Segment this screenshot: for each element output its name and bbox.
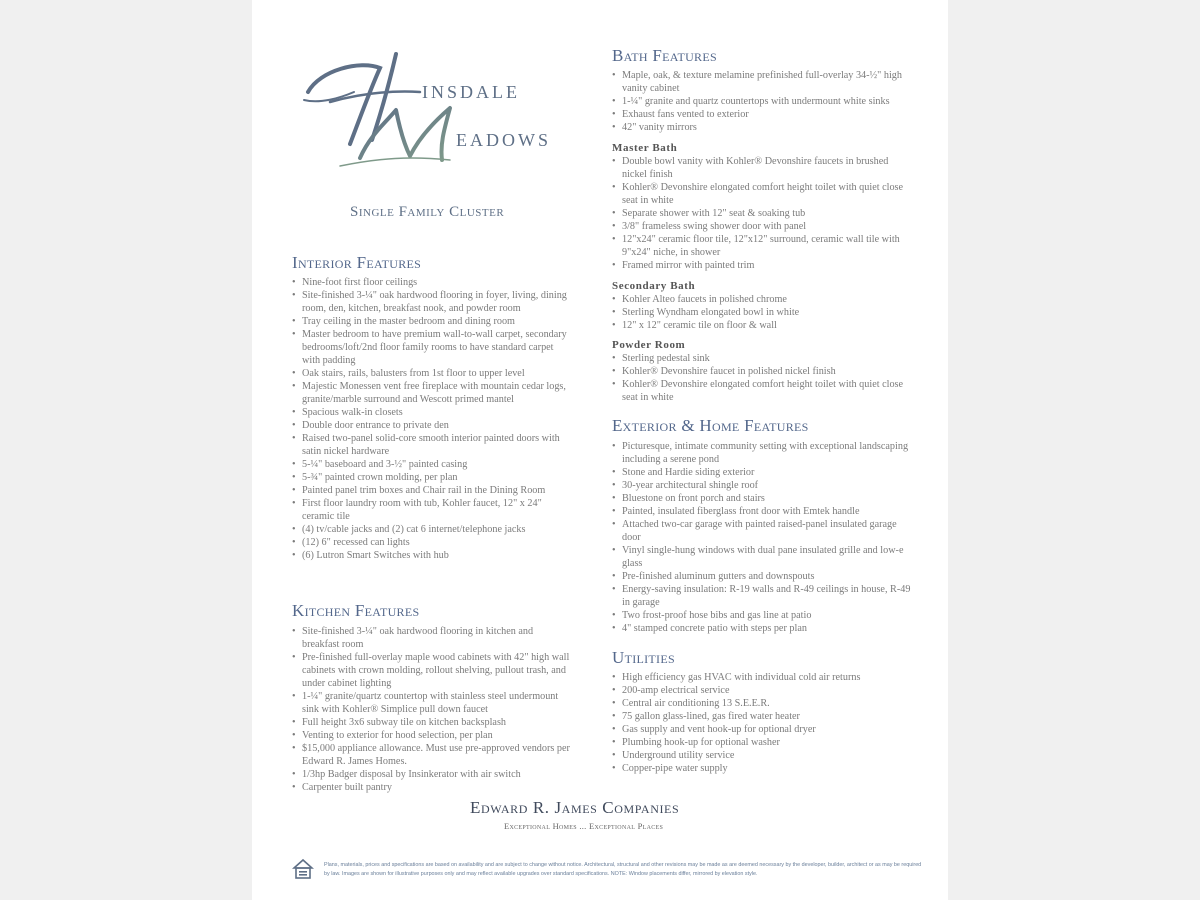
list-item: • 1/3hp Badger disposal by Insinkerator with air switch xyxy=(292,768,572,781)
list-item: • (6) Lutron Smart Switches with hub xyxy=(292,549,572,562)
list-item: • 5-¼" baseboard and 3-½" painted casing xyxy=(292,458,572,471)
list-item: • Two frost-proof hose bibs and gas line at patio xyxy=(612,609,912,622)
interior-features-heading: Interior Features xyxy=(292,253,422,272)
list-item: • Full height 3x6 subway tile on kitchen backsplash xyxy=(292,716,572,729)
spec-sheet-page xyxy=(252,0,948,900)
company-tagline: Exceptional Homes ... Exceptional Places xyxy=(504,821,664,831)
equal-housing-opportunity-icon xyxy=(292,858,314,880)
list-item: • Master bedroom to have premium wall-to-wall carpet, secondary bedrooms/loft/2nd floor family rooms to have standard carpet with padding xyxy=(292,328,572,367)
list-item: • Kohler Alteo faucets in polished chrome xyxy=(612,293,912,306)
list-item: • Maple, oak, & texture melamine prefinished full-overlay 34-½" high vanity cabinet xyxy=(612,69,912,95)
exterior-features-heading: Exterior & Home Features xyxy=(612,416,809,435)
list-item: • 3/8" frameless swing shower door with panel xyxy=(612,220,912,233)
kitchen-features-heading: Kitchen Features xyxy=(292,601,420,620)
powder-room-heading: Powder Room xyxy=(612,339,686,351)
utilities-list xyxy=(612,671,912,775)
list-item: • Gas supply and vent hook-up for optional dryer xyxy=(612,723,912,736)
logo-monogram xyxy=(300,40,600,170)
list-item: • Plumbing hook-up for optional washer xyxy=(612,736,912,749)
master-bath-heading: Master Bath xyxy=(612,142,678,154)
list-item: • Double bowl vanity with Kohler® Devonshire faucets in brushed nickel finish xyxy=(612,155,912,181)
list-item: • Copper-pipe water supply xyxy=(612,762,912,775)
list-item: • Majestic Monessen vent free fireplace with mountain cedar logs, granite/marble surround and Wescott primed mantel xyxy=(292,380,572,406)
list-item: • Site-finished 3-¼" oak hardwood flooring in foyer, living, dining room, den, kitchen, breakfast nook, and powder room xyxy=(292,289,572,315)
list-item: • First floor laundry room with tub, Kohler faucet, 12" x 24" ceramic tile xyxy=(292,497,572,523)
list-item: • 4" stamped concrete patio with steps per plan xyxy=(612,622,912,635)
list-item: • Stone and Hardie siding exterior xyxy=(612,466,912,479)
utilities-heading: Utilities xyxy=(612,648,675,667)
secondary-bath-list xyxy=(612,293,912,332)
logo-word-meadows: EADOWS xyxy=(456,130,551,150)
list-item: • Nine-foot first floor ceilings xyxy=(292,276,572,289)
master-bath-list xyxy=(612,155,912,272)
list-item: • 12"x24" ceramic floor tile, 12"x12" surround, ceramic wall tile with 9"x24" niche, in shower xyxy=(612,233,912,259)
list-item: • Oak stairs, rails, balusters from 1st floor to upper level xyxy=(292,367,572,380)
list-item: • 42" vanity mirrors xyxy=(612,121,912,134)
list-item: • Painted, insulated fiberglass front door with Emtek handle xyxy=(612,505,912,518)
list-item: • Kohler® Devonshire elongated comfort height toilet with quiet close seat in white xyxy=(612,181,912,207)
list-item: • Sterling Wyndham elongated bowl in white xyxy=(612,306,912,319)
list-item: • Carpenter built pantry xyxy=(292,781,572,794)
list-item: • Sterling pedestal sink xyxy=(612,352,912,365)
secondary-bath-heading: Secondary Bath xyxy=(612,280,696,292)
company-name: Edward R. James Companies xyxy=(470,798,680,817)
list-item: • 75 gallon glass-lined, gas fired water heater xyxy=(612,710,912,723)
list-item: • Framed mirror with painted trim xyxy=(612,259,912,272)
list-item: • (12) 6" recessed can lights xyxy=(292,536,572,549)
list-item: • Kohler® Devonshire elongated comfort height toilet with quiet close seat in white xyxy=(612,378,912,404)
list-item: • 1-¼" granite and quartz countertops with undermount white sinks xyxy=(612,95,912,108)
list-item: • 5-¾" painted crown molding, per plan xyxy=(292,471,572,484)
powder-room-list xyxy=(612,352,912,404)
list-item: • Separate shower with 12" seat & soaking tub xyxy=(612,207,912,220)
list-item: • Pre-finished full-overlay maple wood cabinets with 42" high wall cabinets with crown molding, rollout shelving, pullout trash, and under cabinet lighting xyxy=(292,651,572,690)
list-item: • Central air conditioning 13 S.E.E.R. xyxy=(612,697,912,710)
list-item: • (4) tv/cable jacks and (2) cat 6 internet/telephone jacks xyxy=(292,523,572,536)
list-item: • Double door entrance to private den xyxy=(292,419,572,432)
list-item: • $15,000 appliance allowance. Must use pre-approved vendors per Edward R. James Homes. xyxy=(292,742,572,768)
list-item: • 30-year architectural shingle roof xyxy=(612,479,912,492)
kitchen-features-list xyxy=(292,625,572,794)
list-item: • Attached two-car garage with painted raised-panel insulated garage door xyxy=(612,518,912,544)
list-item: • 200-amp electrical service xyxy=(612,684,912,697)
legal-disclaimer: Plans, materials, prices and specifications are based on availability and are subject to change without notice. Architectural, structural and other revisions may be made as are deemed necessary by the developer, builder, architect or as may be required by law. Images are shown for illustrative purposes only and may reflect available upgrades over standard specifications. NOTE: Window placements differ, mirrored by elevation style. xyxy=(324,862,922,877)
list-item: • Kohler® Devonshire faucet in polished nickel finish xyxy=(612,365,912,378)
list-item: • 1-¼" granite/quartz countertop with stainless steel undermount sink with Kohler® Simplice pull down faucet xyxy=(292,690,572,716)
page-subtitle: Single Family Cluster xyxy=(350,204,505,220)
exterior-features-list xyxy=(612,440,912,635)
list-item: • Spacious walk-in closets xyxy=(292,406,572,419)
list-item: • Underground utility service xyxy=(612,749,912,762)
list-item: • Pre-finished aluminum gutters and downspouts xyxy=(612,570,912,583)
list-item: • Picturesque, intimate community setting with exceptional landscaping including a serene pond xyxy=(612,440,912,466)
list-item: • Bluestone on front porch and stairs xyxy=(612,492,912,505)
logo-word-hinsdale: INSDALE xyxy=(422,82,520,102)
hinsdale-meadows-logo xyxy=(300,40,600,170)
list-item: • Tray ceiling in the master bedroom and dining room xyxy=(292,315,572,328)
bath-features-list xyxy=(612,69,912,134)
list-item: • Venting to exterior for hood selection, per plan xyxy=(292,729,572,742)
list-item: • Site-finished 3-¼" oak hardwood flooring in kitchen and breakfast room xyxy=(292,625,572,651)
list-item: • Raised two-panel solid-core smooth interior painted doors with satin nickel hardware xyxy=(292,432,572,458)
list-item: • Energy-saving insulation: R-19 walls and R-49 ceilings in house, R-49 in garage xyxy=(612,583,912,609)
interior-features-list xyxy=(292,276,572,562)
bath-features-heading: Bath Features xyxy=(612,46,717,65)
list-item: • Painted panel trim boxes and Chair rail in the Dining Room xyxy=(292,484,572,497)
list-item: • Exhaust fans vented to exterior xyxy=(612,108,912,121)
list-item: • Vinyl single-hung windows with dual pane insulated grille and low-e glass xyxy=(612,544,912,570)
list-item: • 12" x 12" ceramic tile on floor & wall xyxy=(612,319,912,332)
list-item: • High efficiency gas HVAC with individual cold air returns xyxy=(612,671,912,684)
